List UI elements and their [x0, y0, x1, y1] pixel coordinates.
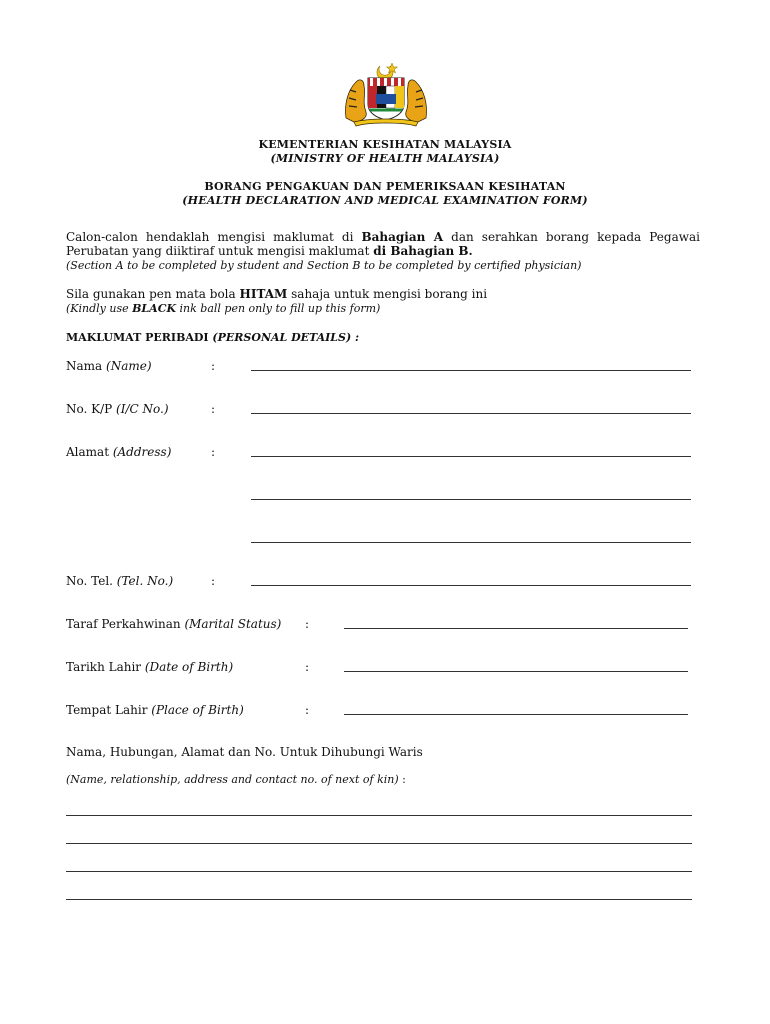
address-field-line-3[interactable] — [251, 542, 691, 543]
pen-instruction-en: (Kindly use BLACK ink ball pen only to fill up this form) — [66, 302, 381, 315]
colon: : — [211, 402, 216, 416]
tel-label: No. Tel. (Tel. No.) — [66, 574, 174, 588]
tel-field[interactable] — [251, 585, 691, 586]
pen-instruction: Sila gunakan pen mata bola HITAM sahaja untuk mengisi borang ini — [66, 287, 488, 301]
form-subtitle: (HEALTH DECLARATION AND MEDICAL EXAMINATION FORM) — [182, 194, 588, 207]
instruction-line-3: (Section A to be completed by student and Section B to be completed by certified physician) — [66, 259, 582, 272]
ministry-title: KEMENTERIAN KESIHATAN MALAYSIA — [258, 138, 512, 151]
colon: : — [211, 445, 216, 459]
dob-field[interactable] — [344, 671, 688, 672]
address-field-line-1[interactable] — [251, 456, 691, 457]
colon: : — [211, 574, 216, 588]
marital-status-label: Taraf Perkahwinan (Marital Status) — [66, 617, 282, 631]
colon: : — [305, 703, 310, 717]
instruction-line-2: Perubatan yang diiktiraf untuk mengisi maklumat di Bahagian B. — [66, 244, 473, 258]
next-of-kin-label: Nama, Hubungan, Alamat dan No. Untuk Dihubungi Waris — [66, 745, 423, 759]
pob-label: Tempat Lahir (Place of Birth) — [66, 703, 244, 717]
next-of-kin-field-line-4[interactable] — [66, 899, 692, 900]
next-of-kin-field-line-3[interactable] — [66, 871, 692, 872]
colon: : — [305, 660, 310, 674]
address-field-line-2[interactable] — [251, 499, 691, 500]
next-of-kin-field-line-1[interactable] — [66, 815, 692, 816]
dob-label: Tarikh Lahir (Date of Birth) — [66, 660, 234, 674]
name-field[interactable] — [251, 370, 691, 371]
form-title: BORANG PENGAKUAN DAN PEMERIKSAAN KESIHATAN — [204, 180, 566, 193]
next-of-kin-field-line-2[interactable] — [66, 843, 692, 844]
next-of-kin-label-en: (Name, relationship, address and contact no. of next of kin) : — [66, 773, 406, 786]
marital-status-field[interactable] — [344, 628, 688, 629]
address-label: Alamat (Address) — [66, 445, 172, 459]
name-label: Nama (Name) — [66, 359, 152, 373]
personal-details-heading: MAKLUMAT PERIBADI (PERSONAL DETAILS) : — [66, 331, 360, 344]
ic-field[interactable] — [251, 413, 691, 414]
instruction-line-1: Calon-calon hendaklah mengisi maklumat di Bahagian A dan serahkan borang kepada Pegawai — [66, 230, 700, 244]
ic-label: No. K/P (I/C No.) — [66, 402, 169, 416]
colon: : — [211, 359, 216, 373]
colon: : — [305, 617, 310, 631]
pob-field[interactable] — [344, 714, 688, 715]
malaysia-coat-of-arms-logo — [340, 60, 432, 128]
ministry-subtitle: (MINISTRY OF HEALTH MALAYSIA) — [270, 152, 500, 165]
